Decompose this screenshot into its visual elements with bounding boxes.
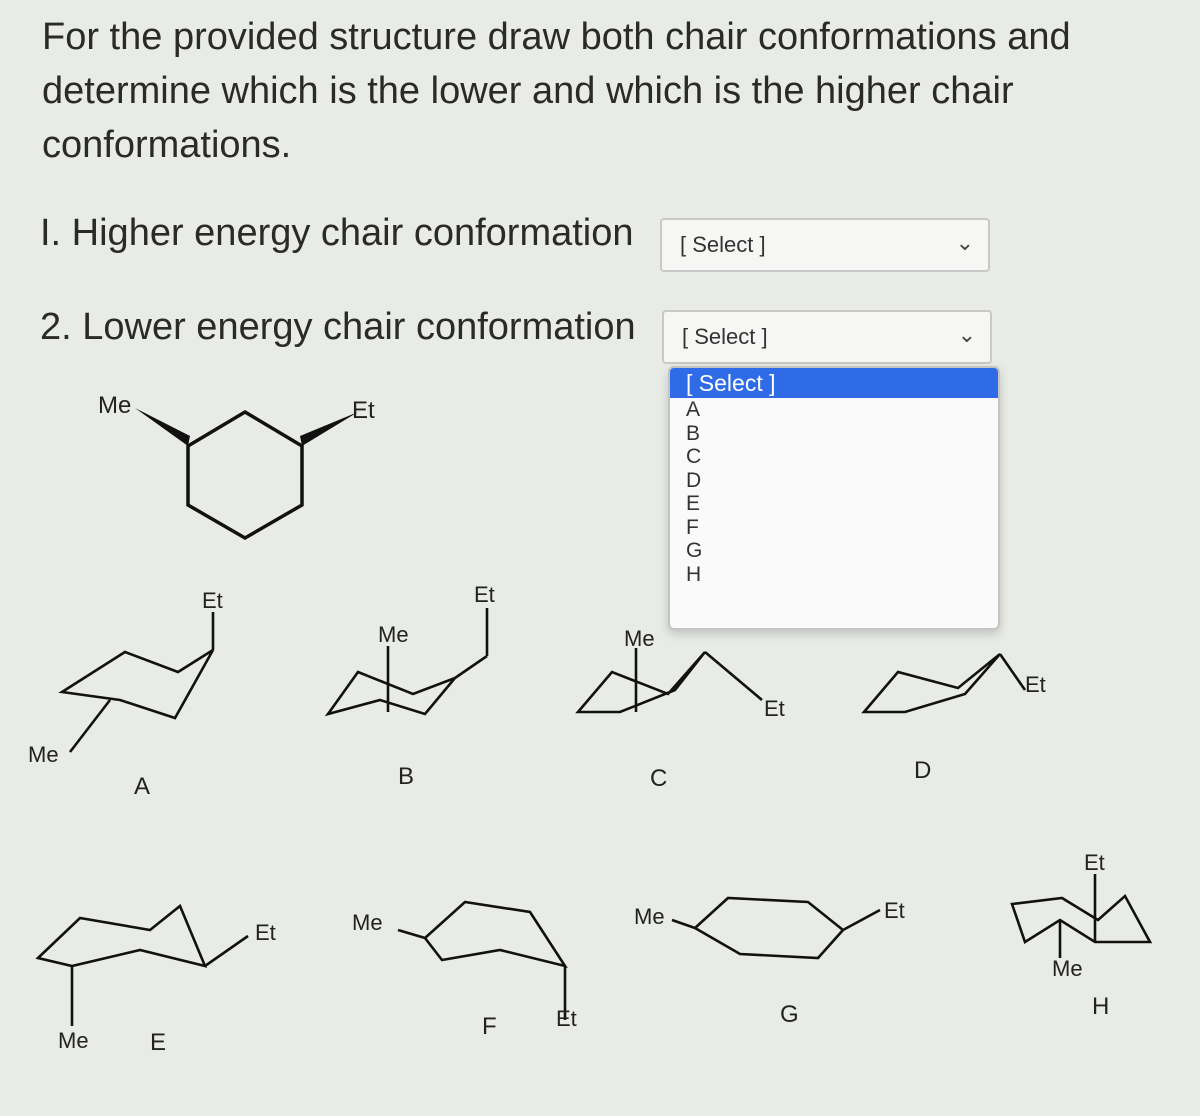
- chair-b-me-label: Me: [378, 622, 409, 647]
- question-text: For the provided structure draw both chair conformations and determine which is the lower and which is the higher chair conformations.: [42, 16, 1071, 166]
- chevron-down-icon: ⌄: [957, 322, 976, 347]
- chair-g-ring: [695, 898, 843, 958]
- chair-f-et-label: Et: [556, 1006, 577, 1031]
- chair-d-et-bond: [1000, 654, 1025, 690]
- chair-c-et-label: Et: [764, 696, 785, 721]
- chair-c-ring: [578, 652, 705, 712]
- wedge-bond-me: [135, 408, 190, 446]
- chair-g-et-label: Et: [884, 898, 905, 923]
- chair-e-et-label: Et: [255, 920, 276, 945]
- chair-a-ring: [62, 650, 213, 718]
- chair-d-et-label: Et: [1025, 672, 1046, 697]
- chair-h-letter: H: [1092, 993, 1110, 1020]
- chevron-down-icon: ⌄: [955, 230, 974, 255]
- chair-e-ring: [38, 906, 205, 966]
- dropdown-option-select[interactable]: [ Select ]: [670, 368, 998, 398]
- chair-d-ring: [864, 654, 1000, 712]
- chair-b-letter: B: [398, 763, 415, 790]
- chair-a-letter: A: [134, 773, 151, 800]
- chair-a-et-label: Et: [202, 588, 223, 613]
- chair-a-me-bond: [70, 700, 110, 752]
- chair-h-me-label: Me: [1052, 956, 1083, 981]
- select-value: [ Select ]: [682, 324, 768, 349]
- chair-g-et-bond: [843, 910, 880, 930]
- structure-me-label: Me: [98, 392, 132, 419]
- dropdown-option-b[interactable]: B: [686, 421, 701, 445]
- chair-c-letter: C: [650, 765, 668, 792]
- chair-f-me-bond: [398, 930, 425, 938]
- chair-f-letter: F: [482, 1013, 497, 1040]
- chair-c-et-bond: [705, 652, 762, 700]
- chair-c-me-label: Me: [624, 626, 655, 651]
- dropdown-option-c[interactable]: C: [686, 445, 702, 468]
- chair-h-et-label: Et: [1084, 850, 1105, 875]
- lower-energy-label: 2. Lower energy chair conformation: [40, 306, 636, 348]
- wedge-bond-et: [300, 412, 358, 446]
- chair-g-letter: G: [780, 1001, 799, 1028]
- dropdown-option-h[interactable]: H: [686, 562, 702, 586]
- chair-a-me-label: Me: [28, 742, 59, 767]
- dropdown-option-g[interactable]: G: [686, 539, 703, 562]
- cyclohexane-ring: [188, 412, 302, 538]
- dropdown-option-e[interactable]: E: [686, 492, 701, 515]
- dropdown-option-d[interactable]: D: [686, 468, 702, 492]
- dropdown-option-a[interactable]: A: [686, 398, 701, 421]
- chair-b-et-label: Et: [474, 582, 495, 607]
- chair-g-me-bond: [672, 920, 695, 928]
- dropdown-option-f[interactable]: F: [686, 515, 699, 539]
- chair-e-et-bond: [205, 936, 248, 966]
- chair-h-ring: [1012, 896, 1150, 942]
- structure-et-label: Et: [352, 397, 375, 424]
- select-value: [ Select ]: [680, 232, 766, 257]
- chair-f-ring: [425, 902, 565, 966]
- chair-f-me-label: Me: [352, 910, 383, 935]
- chair-g-me-label: Me: [634, 904, 665, 929]
- chair-e-letter: E: [150, 1029, 167, 1056]
- dropdown-list[interactable]: [668, 366, 1000, 630]
- higher-energy-label: I. Higher energy chair conformation: [40, 212, 634, 254]
- chair-d-letter: D: [914, 757, 932, 784]
- chair-b-ring: [328, 672, 455, 714]
- chair-e-me-label: Me: [58, 1028, 89, 1053]
- chair-b-et-bond2: [455, 656, 487, 678]
